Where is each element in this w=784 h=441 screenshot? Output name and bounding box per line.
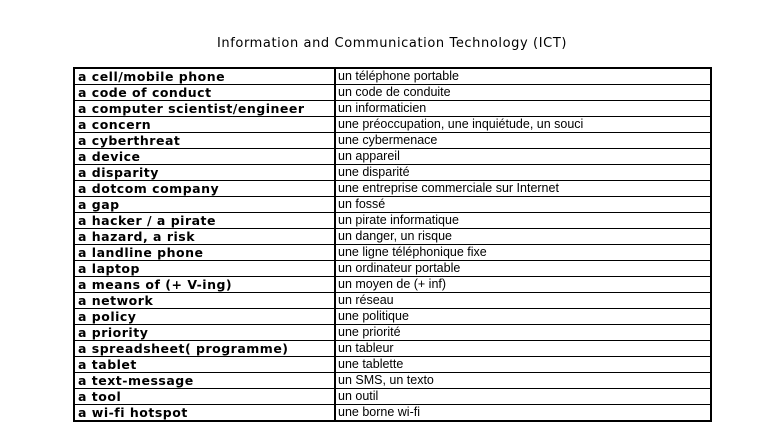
french-translation-cell: une tablette <box>335 357 711 373</box>
table-row <box>74 373 711 389</box>
french-translation-cell: un danger, un risque <box>335 229 711 245</box>
table-row <box>74 197 711 213</box>
english-term-cell: a wi-fi hotspot <box>74 405 335 422</box>
english-term-cell: a disparity <box>74 165 335 181</box>
french-translation-cell: un moyen de (+ inf) <box>335 277 711 293</box>
table-row <box>74 133 711 149</box>
english-term-cell: a gap <box>74 197 335 213</box>
document-title: Information and Communication Technology (ICT) <box>216 36 568 51</box>
english-term-cell: a hazard, a risk <box>74 229 335 245</box>
english-term-cell: a tool <box>74 389 335 405</box>
english-term-cell: a dotcom company <box>74 181 335 197</box>
table-row <box>74 117 711 133</box>
vocabulary-table <box>73 67 712 422</box>
french-translation-cell: une disparité <box>335 165 711 181</box>
table-row <box>74 309 711 325</box>
french-translation-cell: un SMS, un texto <box>335 373 711 389</box>
french-translation-cell: un appareil <box>335 149 711 165</box>
french-translation-cell: un ordinateur portable <box>335 261 711 277</box>
french-translation-cell: un outil <box>335 389 711 405</box>
english-term-cell: a tablet <box>74 357 335 373</box>
english-term-cell: a priority <box>74 325 335 341</box>
french-translation-cell: un téléphone portable <box>335 68 711 85</box>
vocabulary-table-body <box>74 68 711 421</box>
french-translation-cell: une politique <box>335 309 711 325</box>
english-term-cell: a computer scientist/engineer <box>74 101 335 117</box>
table-row <box>74 85 711 101</box>
table-row <box>74 149 711 165</box>
table-row <box>74 213 711 229</box>
french-translation-cell: une ligne téléphonique fixe <box>335 245 711 261</box>
english-term-cell: a code of conduct <box>74 85 335 101</box>
table-row <box>74 405 711 422</box>
table-row <box>74 101 711 117</box>
table-row <box>74 68 711 85</box>
table-row <box>74 261 711 277</box>
table-row <box>74 245 711 261</box>
table-row <box>74 229 711 245</box>
english-term-cell: a cyberthreat <box>74 133 335 149</box>
table-row <box>74 277 711 293</box>
english-term-cell: a text-message <box>74 373 335 389</box>
table-row <box>74 181 711 197</box>
table-row <box>74 165 711 181</box>
table-row <box>74 357 711 373</box>
english-term-cell: a spreadsheet( programme) <box>74 341 335 357</box>
french-translation-cell: un informaticien <box>335 101 711 117</box>
french-translation-cell: une priorité <box>335 325 711 341</box>
french-translation-cell: une cybermenace <box>335 133 711 149</box>
french-translation-cell: une borne wi-fi <box>335 405 711 422</box>
french-translation-cell: un pirate informatique <box>335 213 711 229</box>
english-term-cell: a concern <box>74 117 335 133</box>
english-term-cell: a network <box>74 293 335 309</box>
french-translation-cell: un fossé <box>335 197 711 213</box>
table-row <box>74 341 711 357</box>
table-row <box>74 389 711 405</box>
english-term-cell: a landline phone <box>74 245 335 261</box>
english-term-cell: a laptop <box>74 261 335 277</box>
english-term-cell: a means of (+ V-ing) <box>74 277 335 293</box>
english-term-cell: a cell/mobile phone <box>74 68 335 85</box>
french-translation-cell: un code de conduite <box>335 85 711 101</box>
french-translation-cell: une préoccupation, une inquiétude, un souci <box>335 117 711 133</box>
english-term-cell: a policy <box>74 309 335 325</box>
french-translation-cell: un tableur <box>335 341 711 357</box>
english-term-cell: a device <box>74 149 335 165</box>
table-row <box>74 325 711 341</box>
french-translation-cell: un réseau <box>335 293 711 309</box>
english-term-cell: a hacker / a pirate <box>74 213 335 229</box>
table-row <box>74 293 711 309</box>
french-translation-cell: une entreprise commerciale sur Internet <box>335 181 711 197</box>
